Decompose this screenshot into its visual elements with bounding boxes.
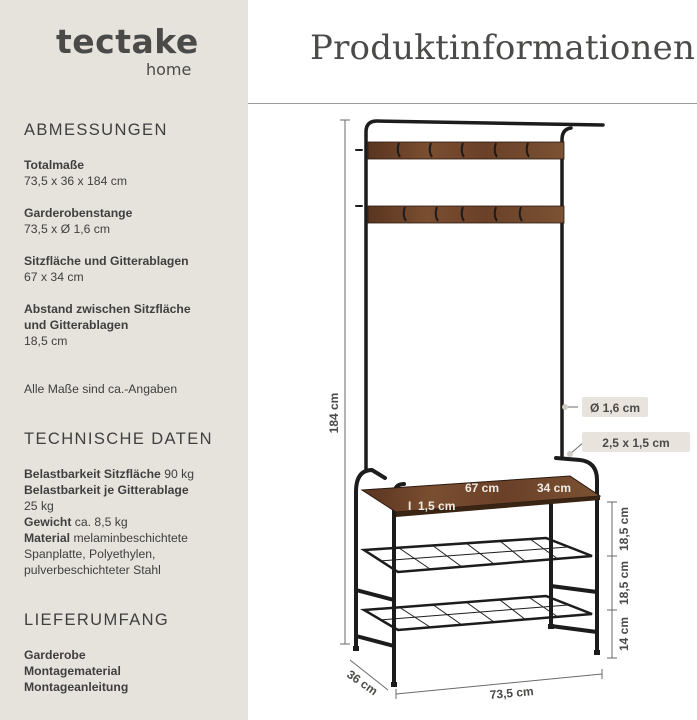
dim-gap-1: 18,5 cm bbox=[617, 506, 631, 552]
dim-height: 184 cm bbox=[327, 392, 341, 434]
spec-value: ca. 8,5 kg bbox=[71, 515, 128, 529]
dim-gap-2: 18,5 cm bbox=[617, 560, 631, 606]
spec-label: Gewicht bbox=[24, 515, 72, 529]
page-title: Produktinformationen bbox=[310, 28, 696, 68]
section-title-technische-daten: TECHNISCHE DATEN bbox=[24, 430, 213, 448]
spec-label: und Gitterablagen bbox=[24, 318, 129, 332]
spec-value: melaminbeschichtete bbox=[70, 531, 188, 545]
spec-label: Sitzfläche und Gitterablagen bbox=[24, 254, 189, 268]
spec-label: Belastbarkeit je Gitterablage bbox=[24, 483, 189, 497]
spec-value: 25 kg bbox=[24, 499, 54, 513]
brand-logo-sub: home bbox=[146, 60, 192, 79]
dim-bottom-gap: 14 cm bbox=[617, 616, 631, 652]
spec-sitzflaeche bbox=[24, 253, 239, 285]
spec-value: 73,5 x 36 x 184 cm bbox=[24, 174, 127, 188]
list-item: Montageanleitung bbox=[24, 680, 129, 694]
spec-label: Garderobenstange bbox=[24, 206, 133, 220]
spec-totalmasse bbox=[24, 157, 239, 189]
note-ca-angaben: Alle Maße sind ca.-Angaben bbox=[24, 382, 178, 396]
dim-width: 73,5 cm bbox=[489, 684, 535, 702]
section-title-lieferumfang: LIEFERUMFANG bbox=[24, 611, 170, 629]
spec-value: pulverbeschichteter Stahl bbox=[24, 563, 161, 577]
spec-abstand bbox=[24, 301, 239, 349]
spec-garderobenstange bbox=[24, 205, 239, 237]
coat-rack-frame bbox=[356, 121, 603, 470]
dim-seat-thickness: 1,5 cm bbox=[418, 499, 456, 513]
spec-value: Spanplatte, Polyethylen, bbox=[24, 547, 156, 561]
lieferumfang-list bbox=[24, 647, 239, 695]
spec-value: 90 kg bbox=[160, 467, 195, 481]
spec-technische-daten bbox=[24, 466, 239, 578]
spec-label: Belastbarkeit Sitzfläche bbox=[24, 467, 161, 481]
dim-seat-thickness-icon: I bbox=[408, 499, 412, 513]
spec-label: Abstand zwischen Sitzfläche bbox=[24, 302, 191, 316]
spec-label: Totalmaße bbox=[24, 158, 85, 172]
hook-board-bottom bbox=[368, 206, 564, 223]
dim-seat-depth: 34 cm bbox=[536, 481, 572, 495]
shelf-grid-1 bbox=[364, 538, 592, 572]
sidebar bbox=[0, 0, 248, 720]
list-item: Montagematerial bbox=[24, 664, 121, 678]
spec-value: 67 x 34 cm bbox=[24, 270, 84, 284]
dim-depth: 36 cm bbox=[344, 667, 381, 699]
brand-logo: tectake bbox=[56, 22, 199, 61]
dim-tube-size: 2,5 x 1,5 cm bbox=[602, 436, 670, 450]
dim-rod-diameter: Ø 1,6 cm bbox=[589, 401, 641, 415]
list-item: Garderobe bbox=[24, 648, 86, 662]
section-title-abmessungen: ABMESSUNGEN bbox=[24, 121, 168, 139]
dim-seat-width: 67 cm bbox=[464, 481, 500, 495]
spec-label: Material bbox=[24, 531, 71, 545]
spec-value: 18,5 cm bbox=[24, 334, 68, 348]
spec-value: 73,5 x Ø 1,6 cm bbox=[24, 222, 111, 236]
product-illustration bbox=[248, 104, 697, 720]
